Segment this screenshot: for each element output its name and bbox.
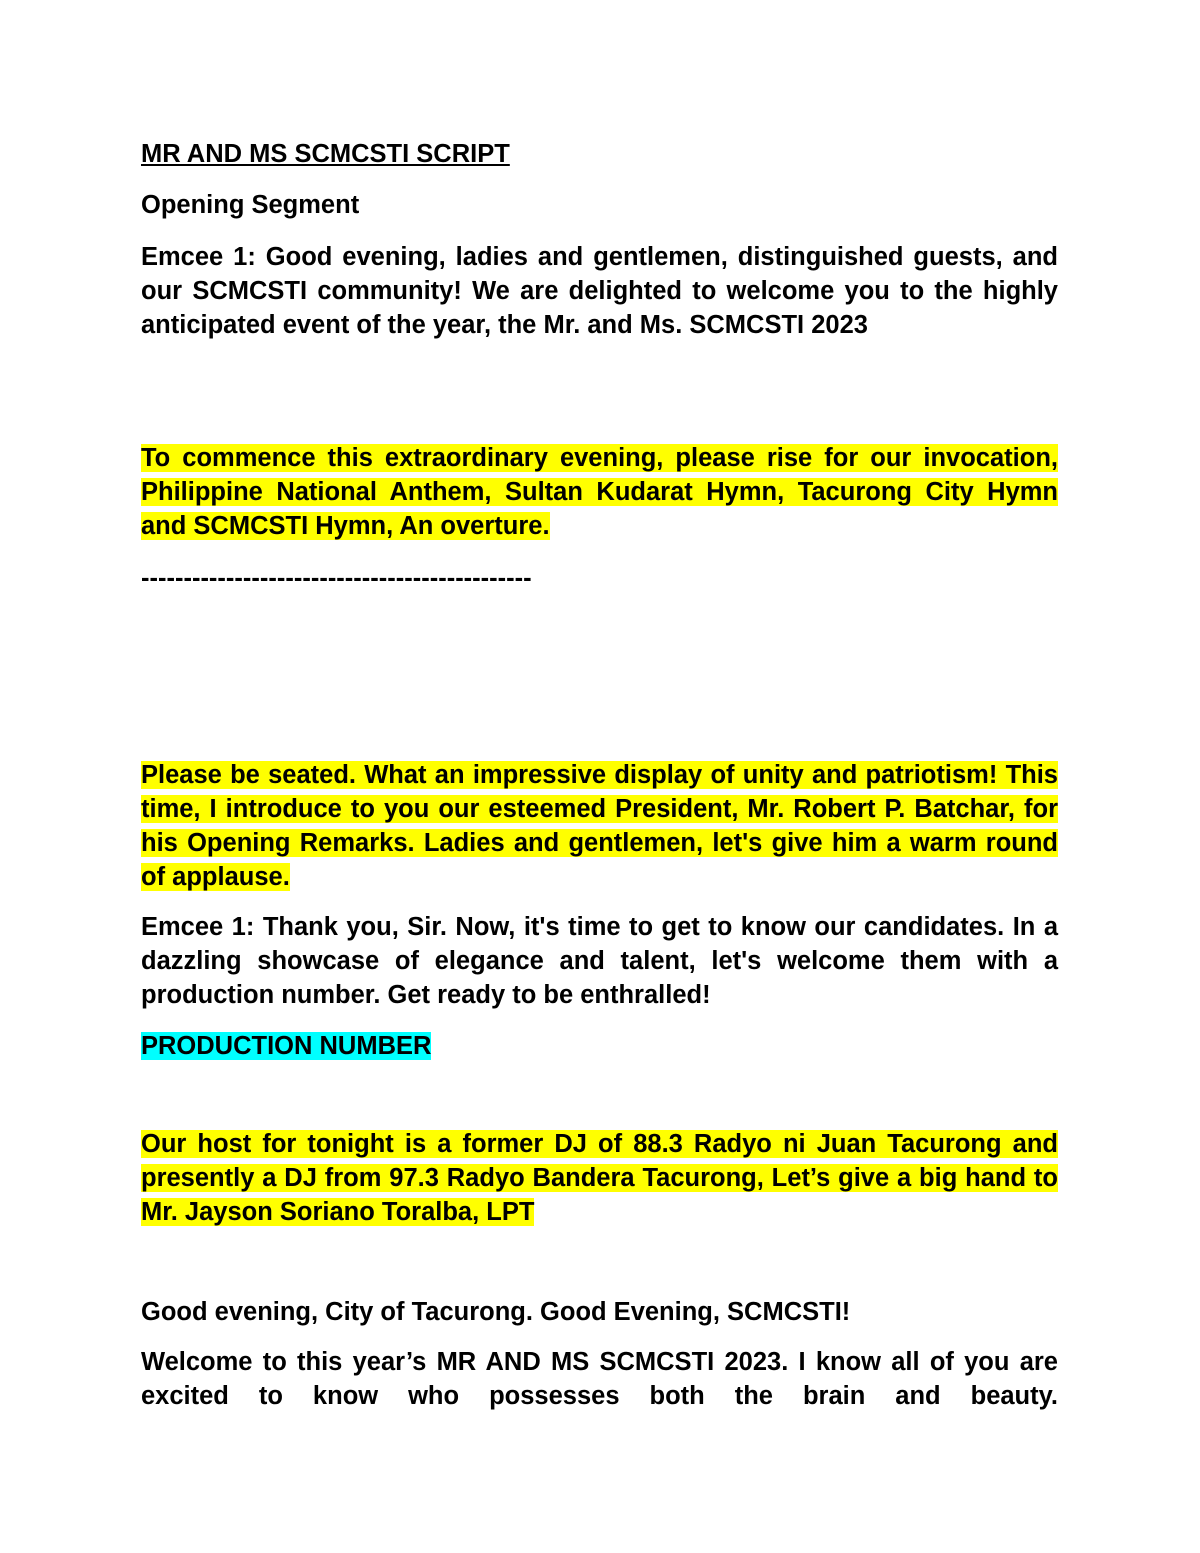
seated-highlight: Please be seated. What an impressive display of unity and patriotism! This time, I introduce to you our esteemed President, Mr. Robert P. Batchar, for his Opening Remarks. Ladies and gentlemen, let's give him a warm round of applause.: [141, 761, 1058, 891]
invocation-paragraph: [141, 441, 1058, 543]
seated-paragraph: [141, 758, 1058, 894]
production-number-label: [141, 1029, 431, 1063]
greeting-paragraph: Good evening, City of Tacurong. Good Evening, SCMCSTI!: [141, 1298, 851, 1326]
candidates-paragraph: Emcee 1: Thank you, Sir. Now, it's time to get to know our candidates. In a dazzling showcase of elegance and talent, let's welcome them with a production number. Get ready to be enthralled!: [141, 913, 1058, 1009]
document-title: MR AND MS SCMCSTI SCRIPT: [141, 140, 510, 168]
segment-heading: Opening Segment: [141, 191, 360, 219]
host-paragraph: [141, 1127, 1058, 1229]
host-highlight: Our host for tonight is a former DJ of 88.3 Radyo ni Juan Tacurong and presently a DJ from 97.3 Radyo Bandera Tacurong, Let’s give a big hand to Mr. Jayson Soriano Toralba, LPT: [141, 1130, 1058, 1226]
section-divider: ----------------------------------------------: [141, 564, 532, 592]
production-number-highlight: PRODUCTION NUMBER: [141, 1032, 432, 1060]
invocation-highlight: To commence this extraordinary evening, please rise for our invocation, Philippine National Anthem, Sultan Kudarat Hymn, Tacurong City Hymn and SCMCSTI Hymn, An overture.: [141, 444, 1058, 540]
welcome-paragraph: Emcee 1: Good evening, ladies and gentlemen, distinguished guests, and our SCMCSTI community! We are delighted to welcome you to the highly anticipated event of the year, the Mr. and Ms. SCMCSTI 2023: [141, 243, 1058, 339]
final-paragraph: Welcome to this year’s MR AND MS SCMCSTI 2023. I know all of you are excited to know who possesses both the brain and beauty.: [141, 1348, 1058, 1410]
